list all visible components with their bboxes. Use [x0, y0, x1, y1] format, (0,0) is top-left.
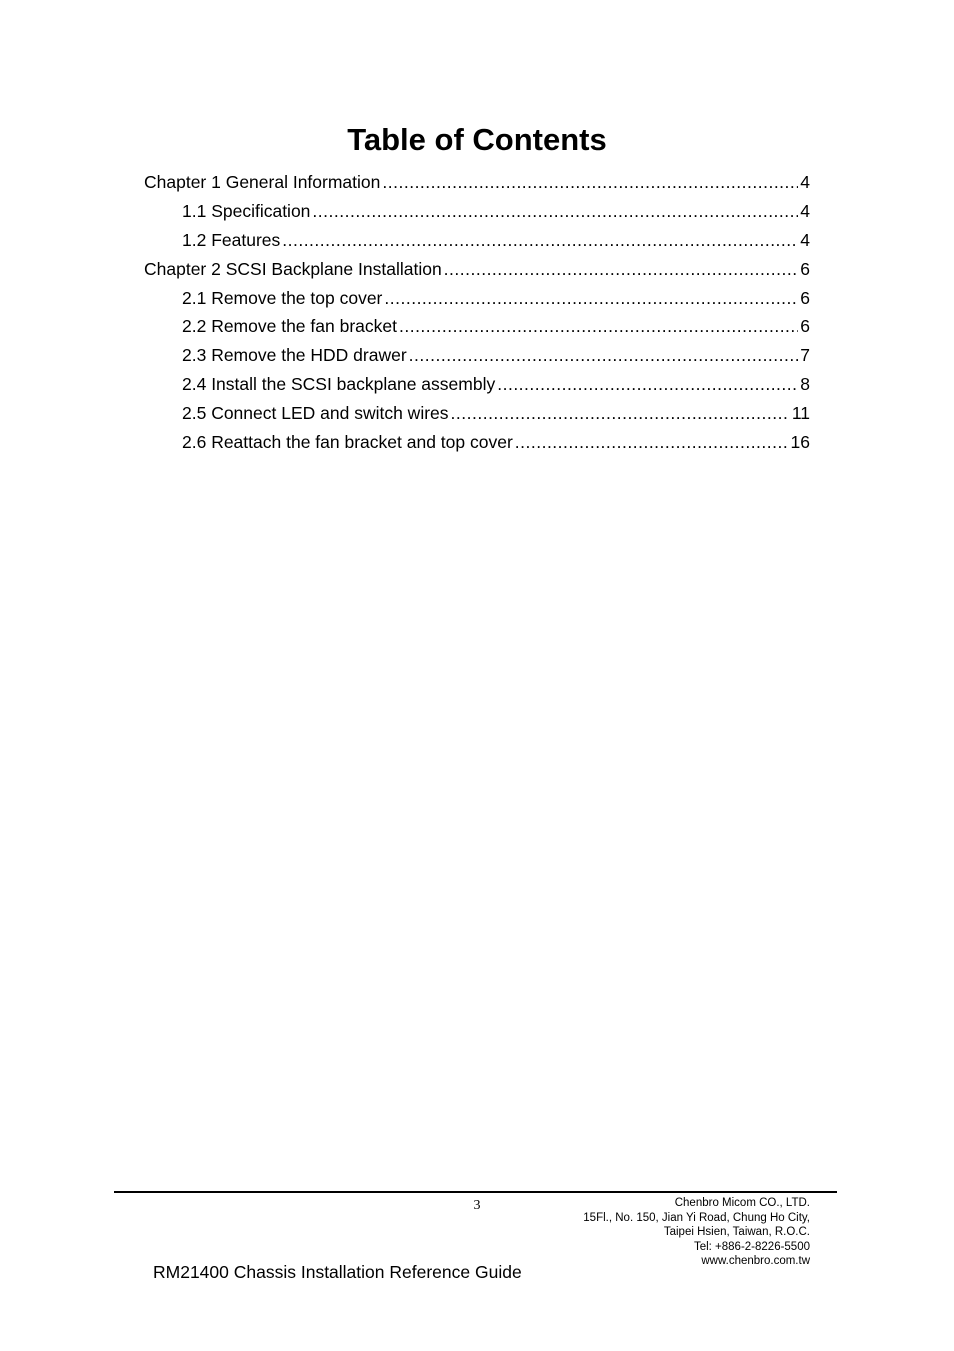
toc-entry-page: 11: [791, 403, 810, 424]
toc-entry-page: 6: [800, 258, 810, 279]
page-number: 3: [473, 1198, 481, 1213]
company-phone: Tel: +886-2-8226-5500: [693, 1240, 810, 1253]
company-address-line: 15Fl., No. 150, Jian Yi Road, Chung Ho City,: [583, 1211, 810, 1224]
toc-entry-label: 2.5 Connect LED and switch wires: [182, 403, 449, 424]
toc-entry-label: 2.3 Remove the HDD drawer: [182, 345, 407, 366]
toc-entry-2-4[interactable]: [144, 370, 810, 399]
toc-entry-page: 8: [800, 374, 810, 395]
toc-dot-leader: [399, 312, 798, 341]
toc-entry-2-3[interactable]: [144, 341, 810, 370]
company-address-line: Taipei Hsien, Taiwan, R.O.C.: [663, 1226, 810, 1239]
toc-entry-1-1[interactable]: [144, 197, 810, 226]
toc-entry-page: 16: [790, 432, 810, 453]
toc-dot-leader: [312, 197, 798, 226]
toc-entry-label: 1.1 Specification: [182, 200, 311, 221]
toc-entry-2-2[interactable]: [144, 312, 810, 341]
toc-entry-page: 4: [800, 200, 810, 221]
toc-entry-page: 6: [800, 316, 810, 337]
company-website[interactable]: www.chenbro.com.tw: [701, 1255, 810, 1268]
footer-divider: [114, 1191, 837, 1193]
toc-dot-leader: [515, 428, 789, 457]
toc-entry-page: 4: [800, 229, 810, 250]
toc-dot-leader: [444, 255, 799, 284]
toc-entry-page: 7: [800, 345, 810, 366]
toc-entry-page: 6: [800, 287, 810, 308]
toc-dot-leader: [384, 284, 798, 313]
toc-entry-label: 2.4 Install the SCSI backplane assembly: [182, 374, 496, 395]
toc-entry-label: 2.2 Remove the fan bracket: [182, 316, 397, 337]
toc-entry-label: Chapter 1 General Information: [144, 172, 381, 192]
toc-dot-leader: [497, 370, 798, 399]
toc-dot-leader: [451, 399, 790, 428]
toc-entry-page: 4: [800, 172, 810, 192]
toc-entry-label: Chapter 2 SCSI Backplane Installation: [144, 258, 442, 279]
toc-dot-leader: [409, 341, 799, 370]
toc-dot-leader: [282, 226, 798, 255]
toc-entry-1-2[interactable]: [144, 226, 810, 255]
toc-entry-label: 2.6 Reattach the fan bracket and top cover: [182, 432, 513, 453]
toc-entry-label: 1.2 Features: [182, 229, 281, 250]
toc-entry-chapter-2[interactable]: [144, 255, 810, 284]
company-address-block: [583, 1196, 810, 1269]
page-title: Table of Contents: [347, 122, 607, 157]
company-name: Chenbro Micom CO., LTD.: [674, 1197, 810, 1209]
guide-title: RM21400 Chassis Installation Reference Guide: [153, 1262, 522, 1282]
toc-entry-2-6[interactable]: [144, 428, 810, 457]
toc-entry-label: 2.1 Remove the top cover: [182, 287, 383, 308]
toc-entry-2-5[interactable]: [144, 399, 810, 428]
toc-entry-chapter-1[interactable]: [144, 168, 810, 197]
toc-entry-2-1[interactable]: [144, 284, 810, 313]
table-of-contents: [144, 168, 810, 457]
toc-dot-leader: [382, 168, 798, 197]
